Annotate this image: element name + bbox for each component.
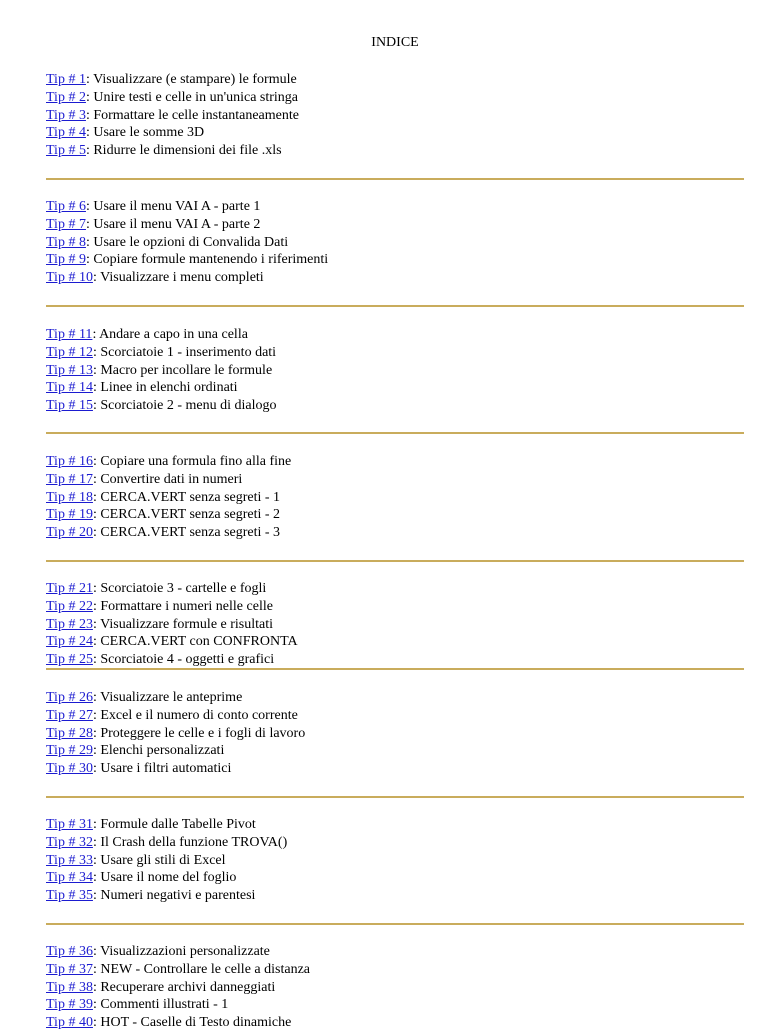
tip-entry <box>46 89 746 107</box>
tip-group <box>46 71 746 160</box>
tip-entry <box>46 379 746 397</box>
tip-link[interactable]: Tip # 18 <box>46 489 93 505</box>
tip-group <box>46 943 746 1032</box>
tip-colon: : <box>92 380 101 396</box>
tip-description: Macro per incollare le formule <box>100 362 273 378</box>
tip-colon: : <box>92 652 101 668</box>
tip-colon: : <box>92 344 101 360</box>
tip-description: Usare il menu VAI A - parte 2 <box>93 216 261 232</box>
tip-description: Visualizzare i menu completi <box>100 270 264 286</box>
tip-link[interactable]: Tip # 23 <box>46 616 93 632</box>
tip-description: CERCA.VERT con CONFRONTA <box>100 634 298 650</box>
tip-colon: : <box>92 690 101 705</box>
tip-link[interactable]: Tip # 29 <box>46 743 93 759</box>
tip-link[interactable]: Tip # 14 <box>46 380 93 396</box>
section-divider <box>46 796 744 798</box>
tip-description: CERCA.VERT senza segreti - 1 <box>100 489 281 505</box>
tip-colon: : <box>85 89 94 105</box>
tip-link[interactable]: Tip # 39 <box>46 997 93 1013</box>
tip-link[interactable]: Tip # 7 <box>46 216 86 232</box>
tip-link[interactable]: Tip # 40 <box>46 1015 93 1031</box>
tip-description: Elenchi personalizzati <box>100 743 225 759</box>
tip-colon: : <box>92 961 101 977</box>
tip-entry <box>46 869 746 887</box>
tip-description: CERCA.VERT senza segreti - 2 <box>100 507 281 523</box>
tip-description: Commenti illustrati - 1 <box>100 997 229 1013</box>
tip-description: Proteggere le celle e i fogli di lavoro <box>100 725 306 741</box>
tip-colon: : <box>92 707 101 723</box>
tip-entry <box>46 524 746 542</box>
tip-entry <box>46 124 746 142</box>
tip-entry <box>46 344 746 362</box>
tip-description: CERCA.VERT senza segreti - 3 <box>100 525 281 541</box>
tip-description: Usare i filtri automatici <box>100 761 232 777</box>
tip-link[interactable]: Tip # 8 <box>46 234 86 250</box>
tip-description: NEW - Controllare le celle a distanza <box>100 961 310 977</box>
tip-entry <box>46 471 746 489</box>
tip-colon: : <box>92 870 101 886</box>
tip-link[interactable]: Tip # 25 <box>46 652 93 668</box>
tip-link[interactable]: Tip # 9 <box>46 252 86 268</box>
tip-colon: : <box>92 270 101 286</box>
tip-entry <box>46 269 746 287</box>
tip-description: Scorciatoie 3 - cartelle e fogli <box>100 581 267 596</box>
tip-link[interactable]: Tip # 38 <box>46 979 93 995</box>
tip-entry <box>46 616 746 634</box>
tip-link[interactable]: Tip # 22 <box>46 598 93 614</box>
tip-link[interactable]: Tip # 3 <box>46 107 86 123</box>
tip-description: Il Crash della funzione TROVA() <box>100 834 288 850</box>
tip-group <box>46 453 746 542</box>
tip-entry <box>46 961 746 979</box>
tip-entry <box>46 71 746 89</box>
tip-colon: : <box>92 507 101 523</box>
tip-entry <box>46 580 746 598</box>
tip-description: Visualizzare le anteprime <box>100 690 243 705</box>
tip-entry <box>46 216 746 234</box>
tip-colon: : <box>92 852 101 868</box>
tip-entry <box>46 234 746 252</box>
tip-colon: : <box>85 252 94 268</box>
section-divider <box>46 305 744 307</box>
tip-entry <box>46 689 746 707</box>
tip-link[interactable]: Tip # 33 <box>46 852 93 868</box>
tip-colon: : <box>92 1015 101 1031</box>
page-title: INDICE <box>371 35 419 50</box>
tip-entry <box>46 397 746 415</box>
tip-link[interactable]: Tip # 1 <box>46 72 86 87</box>
tip-description: Visualizzazioni personalizzate <box>100 944 270 959</box>
tip-entry <box>46 453 746 471</box>
tip-entry <box>46 506 746 524</box>
tip-entry <box>46 979 746 997</box>
tip-entry <box>46 760 746 778</box>
tip-colon: : <box>92 725 101 741</box>
tip-description: Usare il menu VAI A - parte 1 <box>93 199 261 214</box>
tip-colon: : <box>92 979 101 995</box>
tip-entry <box>46 887 746 905</box>
section-divider <box>46 432 744 434</box>
tip-entry <box>46 198 746 216</box>
section-divider <box>46 668 744 670</box>
tip-description: Formattare i numeri nelle celle <box>100 598 273 614</box>
tip-colon: : <box>92 598 101 614</box>
tip-entry <box>46 996 746 1014</box>
tip-colon: : <box>85 143 94 159</box>
tip-link[interactable]: Tip # 11 <box>46 327 93 342</box>
tip-entry <box>46 816 746 834</box>
tip-entry <box>46 251 746 269</box>
tip-link[interactable]: Tip # 4 <box>46 125 86 141</box>
tip-entry <box>46 362 746 380</box>
tip-description: Scorciatoie 4 - oggetti e grafici <box>100 652 275 668</box>
tip-colon: : <box>85 216 94 232</box>
tip-colon: : <box>85 234 94 250</box>
tip-colon: : <box>92 327 100 342</box>
tip-description: Scorciatoie 2 - menu di dialogo <box>100 398 277 414</box>
tip-link[interactable]: Tip # 16 <box>46 454 93 469</box>
tip-entry <box>46 834 746 852</box>
tip-description: Copiare formule mantenendo i riferimenti <box>93 252 329 268</box>
tip-colon: : <box>92 525 101 541</box>
tip-link[interactable]: Tip # 26 <box>46 690 93 705</box>
tip-description: Usare le somme 3D <box>93 125 205 141</box>
tip-colon: : <box>92 454 101 469</box>
tip-description: Unire testi e celle in un'unica stringa <box>93 89 299 105</box>
tip-colon: : <box>92 489 101 505</box>
tip-colon: : <box>92 997 101 1013</box>
tip-description: Convertire dati in numeri <box>100 471 243 487</box>
tip-colon: : <box>92 616 101 632</box>
tip-group <box>46 326 746 415</box>
tip-entry <box>46 651 746 669</box>
tip-link[interactable]: Tip # 13 <box>46 362 93 378</box>
tip-link[interactable]: Tip # 35 <box>46 888 93 904</box>
tip-entry <box>46 633 746 651</box>
tip-link[interactable]: Tip # 6 <box>46 199 86 214</box>
tip-description: Visualizzare (e stampare) le formule <box>93 72 297 87</box>
tip-link[interactable]: Tip # 5 <box>46 143 86 159</box>
tip-group <box>46 816 746 905</box>
tip-colon: : <box>92 944 101 959</box>
tip-link[interactable]: Tip # 24 <box>46 634 93 650</box>
tip-link[interactable]: Tip # 10 <box>46 270 93 286</box>
tip-link[interactable]: Tip # 32 <box>46 834 93 850</box>
tip-entry <box>46 107 746 125</box>
tip-link[interactable]: Tip # 30 <box>46 761 93 777</box>
tip-description: Excel e il numero di conto corrente <box>100 707 298 723</box>
tip-entry <box>46 326 746 344</box>
tip-group <box>46 198 746 287</box>
tip-entry <box>46 725 746 743</box>
tip-link[interactable]: Tip # 37 <box>46 961 93 977</box>
tip-link[interactable]: Tip # 19 <box>46 507 93 523</box>
section-divider <box>46 560 744 562</box>
tip-entry <box>46 489 746 507</box>
tip-entry <box>46 598 746 616</box>
tip-description: Linee in elenchi ordinati <box>100 380 238 396</box>
tip-colon: : <box>85 72 94 87</box>
tip-description: Andare a capo in una cella <box>99 327 248 342</box>
tip-colon: : <box>85 199 94 214</box>
section-divider <box>46 923 744 925</box>
tip-colon: : <box>92 362 101 378</box>
tip-colon: : <box>92 817 101 832</box>
tip-description: Visualizzare formule e risultati <box>100 616 274 632</box>
tip-link[interactable]: Tip # 17 <box>46 471 93 487</box>
tip-colon: : <box>85 125 94 141</box>
tip-entry <box>46 1014 746 1032</box>
tip-colon: : <box>92 581 101 596</box>
tip-link[interactable]: Tip # 27 <box>46 707 93 723</box>
tip-colon: : <box>92 398 101 414</box>
tip-entry <box>46 742 746 760</box>
tip-description: Scorciatoie 1 - inserimento dati <box>100 344 277 360</box>
tip-description: Usare le opzioni di Convalida Dati <box>93 234 289 250</box>
tip-description: Numeri negativi e parentesi <box>100 888 256 904</box>
tip-description: Ridurre le dimensioni dei file .xls <box>93 143 282 159</box>
section-divider <box>46 178 744 180</box>
tip-colon: : <box>92 471 101 487</box>
tip-description: Formattare le celle instantaneamente <box>93 107 299 123</box>
tip-colon: : <box>92 761 101 777</box>
tip-colon: : <box>92 743 101 759</box>
tip-colon: : <box>92 888 101 904</box>
tip-description: Usare il nome del foglio <box>100 870 237 886</box>
tip-link[interactable]: Tip # 2 <box>46 89 86 105</box>
tip-link[interactable]: Tip # 15 <box>46 398 93 414</box>
tip-entry <box>46 943 746 961</box>
tip-link[interactable]: Tip # 20 <box>46 525 93 541</box>
tip-entry <box>46 707 746 725</box>
tip-colon: : <box>92 634 101 650</box>
tip-link[interactable]: Tip # 34 <box>46 870 93 886</box>
tip-link[interactable]: Tip # 21 <box>46 581 93 596</box>
tip-description: Formule dalle Tabelle Pivot <box>100 817 256 832</box>
tip-link[interactable]: Tip # 31 <box>46 817 93 832</box>
tip-link[interactable]: Tip # 36 <box>46 944 93 959</box>
tip-description: Copiare una formula fino alla fine <box>100 454 292 469</box>
tip-description: Usare gli stili di Excel <box>100 852 226 868</box>
tip-link[interactable]: Tip # 28 <box>46 725 93 741</box>
tip-link[interactable]: Tip # 12 <box>46 344 93 360</box>
tip-group <box>46 580 746 669</box>
tip-description: Recuperare archivi danneggiati <box>100 979 276 995</box>
tip-entry <box>46 142 746 160</box>
tip-group <box>46 689 746 778</box>
tip-entry <box>46 852 746 870</box>
tip-description: HOT - Caselle di Testo dinamiche <box>100 1015 292 1031</box>
tip-colon: : <box>85 107 94 123</box>
tip-colon: : <box>92 834 101 850</box>
